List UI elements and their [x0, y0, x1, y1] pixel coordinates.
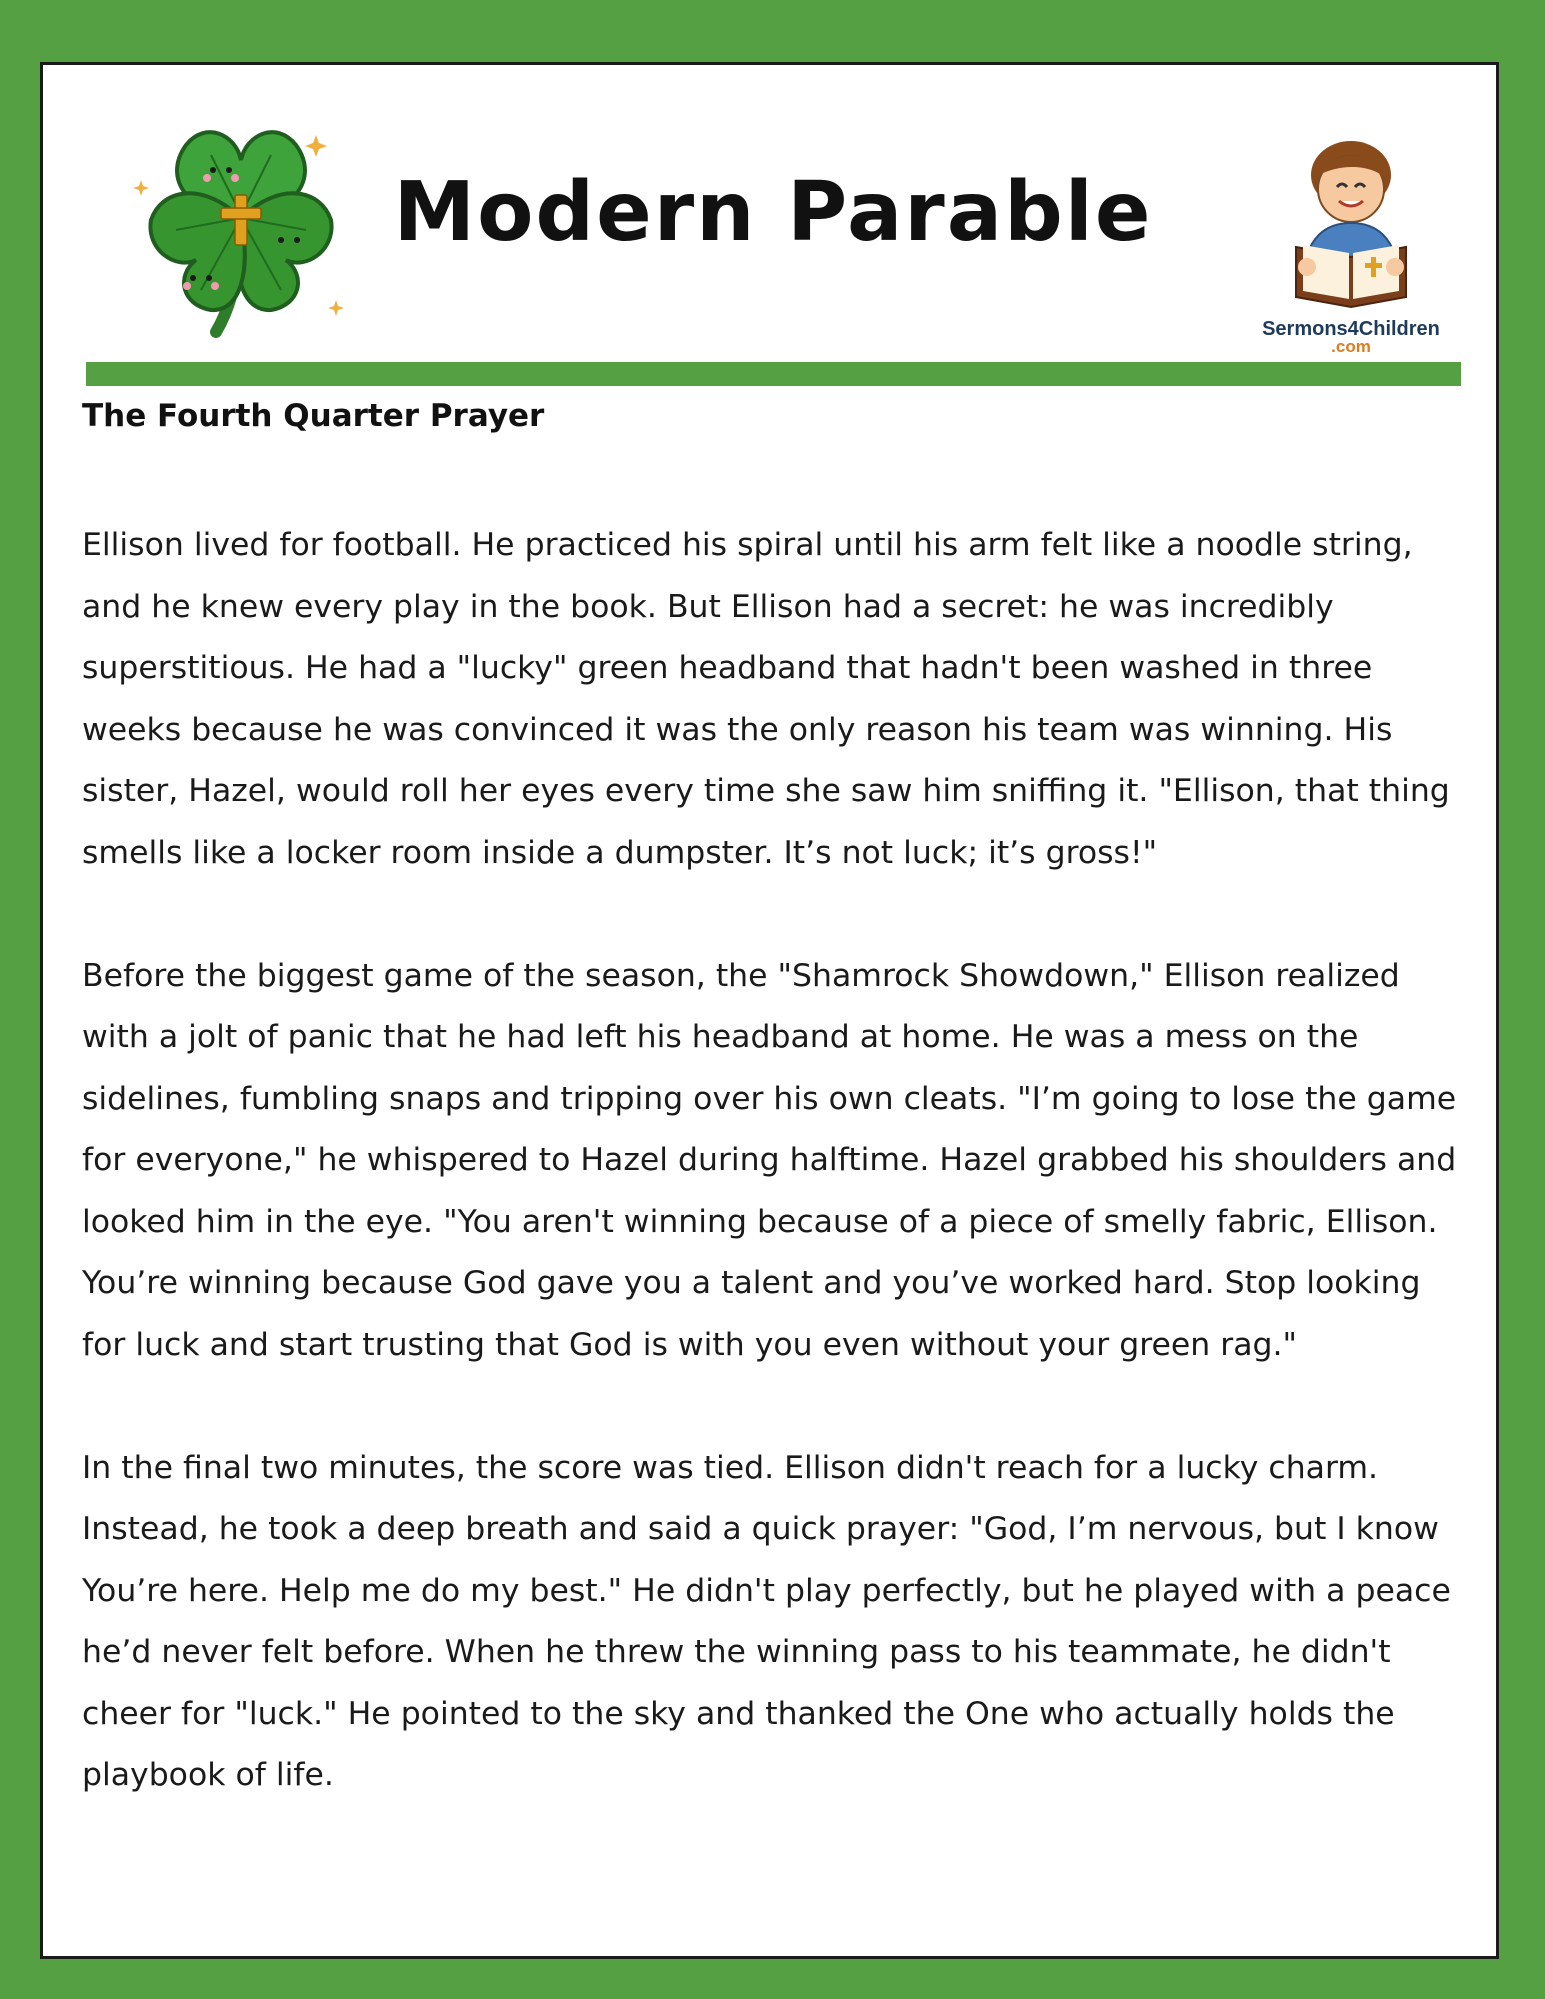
paragraph: Before the biggest game of the season, the "Shamrock Showdown," Ellison realized with a jolt of panic that he had left his headband at home. He was a mess on the sidelines, fumbling snaps and tripping over his own cleats. "I’m going to lose the game for everyone," he whispered to Hazel during halftime. Hazel grabbed his shoulders and looked him in the eye. "You aren't winning because of a piece of smelly fabric, Ellison. You’re winning because God gave you a talent and you’ve worked hard. Stop looking for luck and start trusting that God is with you even without your green rag." [82, 957, 1457, 1363]
paragraph: Ellison lived for football. He practiced his spiral until his arm felt like a noodle string, and he knew every play in the book. But Ellison had a secret: he was incredibly superstitious. He had a "lucky" green headband that hadn't been washed in three weeks because he was convinced it was the only reason his team was winning. His sister, Hazel, would roll her eyes every time she saw him sniffing it. "Ellison, that thing smells like a locker room inside a dumpster. It’s not luck; it’s gross!" [82, 527, 1450, 871]
boy-reading-bible-icon [1241, 127, 1461, 317]
logo-name: Sermons4Children [1262, 318, 1440, 340]
sermons4children-logo [1241, 127, 1461, 357]
page [40, 62, 1499, 1959]
logo-domain: .com [1331, 337, 1371, 356]
divider [86, 362, 1461, 386]
clover-icon [121, 100, 361, 340]
story-body [82, 515, 1467, 1868]
story-title: The Fourth Quarter Prayer [82, 398, 545, 434]
paragraph: In the final two minutes, the score was tied. Ellison didn't reach for a lucky charm. Instead, he took a deep breath and said a quick prayer: "God, I’m nervous, but I know You’re here. Help me do my best." He didn't play perfectly, but he played with a peace he’d never felt before. When he threw the winning pass to his teammate, he didn't cheer for "luck." He pointed to the sky and thanked the One who actually holds the playbook of life. [82, 1449, 1451, 1793]
page-title: Modern Parable [393, 165, 1153, 260]
